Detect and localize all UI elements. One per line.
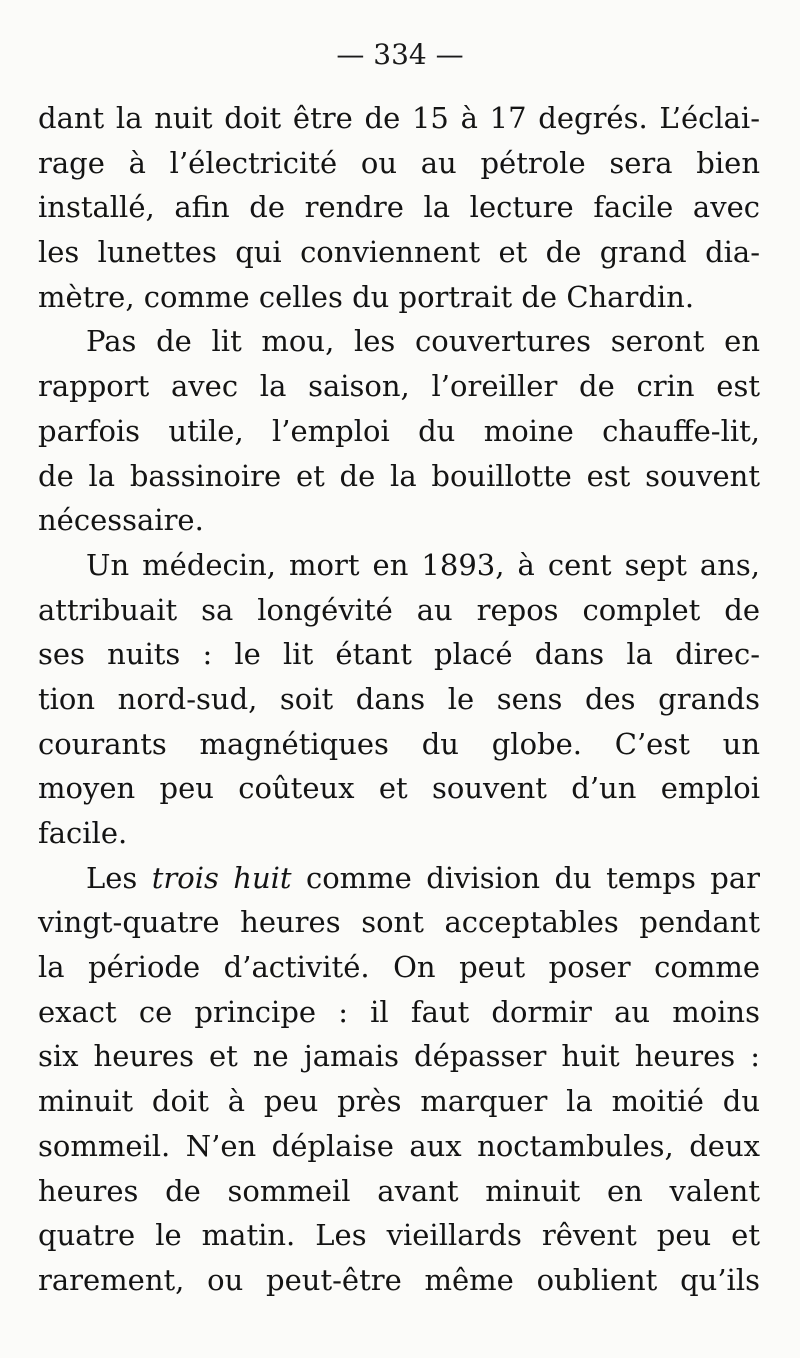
text-segment: Les (86, 860, 152, 895)
text-line: parfois utile, l’emploi du moine chauffe-lit, (38, 413, 760, 448)
text-line (38, 856, 760, 901)
text-line: six heures et ne jamais dépasser huit heures : (38, 1039, 760, 1074)
body-text (38, 96, 760, 1303)
text-line: ses nuits : le lit étant placé dans la direc- (38, 637, 760, 672)
text-line: tion nord-sud, soit dans le sens des grands (38, 681, 760, 716)
text-line: moyen peu coûteux et souvent d’un emploi (38, 771, 760, 806)
text-line: la période d’activité. On peut poser comme (38, 950, 760, 985)
text-line: mètre, comme celles du portrait de Chardin. (38, 279, 695, 314)
text-line: vingt-quatre heures sont acceptables pendant (38, 905, 760, 940)
text-line: Un médecin, mort en 1893, à cent sept ans, (86, 547, 760, 582)
text-line: attribuait sa longévité au repos complet de (38, 592, 760, 627)
text-line: de la bassinoire et de la bouillotte est souvent (38, 458, 760, 493)
text-line: exact ce principe : il faut dormir au moins (38, 994, 760, 1029)
text-line: nécessaire. (38, 503, 204, 538)
text-line: installé, afin de rendre la lecture facile avec (38, 190, 760, 225)
text-line: Pas de lit mou, les couvertures seront en (86, 324, 760, 359)
text-line: les lunettes qui conviennent et de grand dia- (38, 235, 760, 270)
italic-phrase: trois huit (151, 860, 292, 895)
text-segment: comme division du temps par (291, 860, 760, 895)
text-line: quatre le matin. Les vieillards rêvent peu et (38, 1218, 760, 1253)
text-line: rarement, ou peut-être même oublient qu’ils (38, 1262, 760, 1297)
text-line: rage à l’électricité ou au pétrole sera bien (38, 145, 760, 180)
text-line: courants magnétiques du globe. C’est un (38, 726, 760, 761)
text-line: dant la nuit doit être de 15 à 17 degrés. L’éclai- (38, 101, 760, 135)
text-line: minuit doit à peu près marquer la moitié du (38, 1084, 760, 1119)
text-line: facile. (38, 816, 128, 850)
text-line: sommeil. N’en déplaise aux noctambules, deux (38, 1128, 760, 1163)
text-line: heures de sommeil avant minuit en valent (38, 1173, 760, 1208)
page-number: — 334 — (336, 38, 464, 71)
text-line: rapport avec la saison, l’oreiller de crin est (38, 369, 760, 404)
